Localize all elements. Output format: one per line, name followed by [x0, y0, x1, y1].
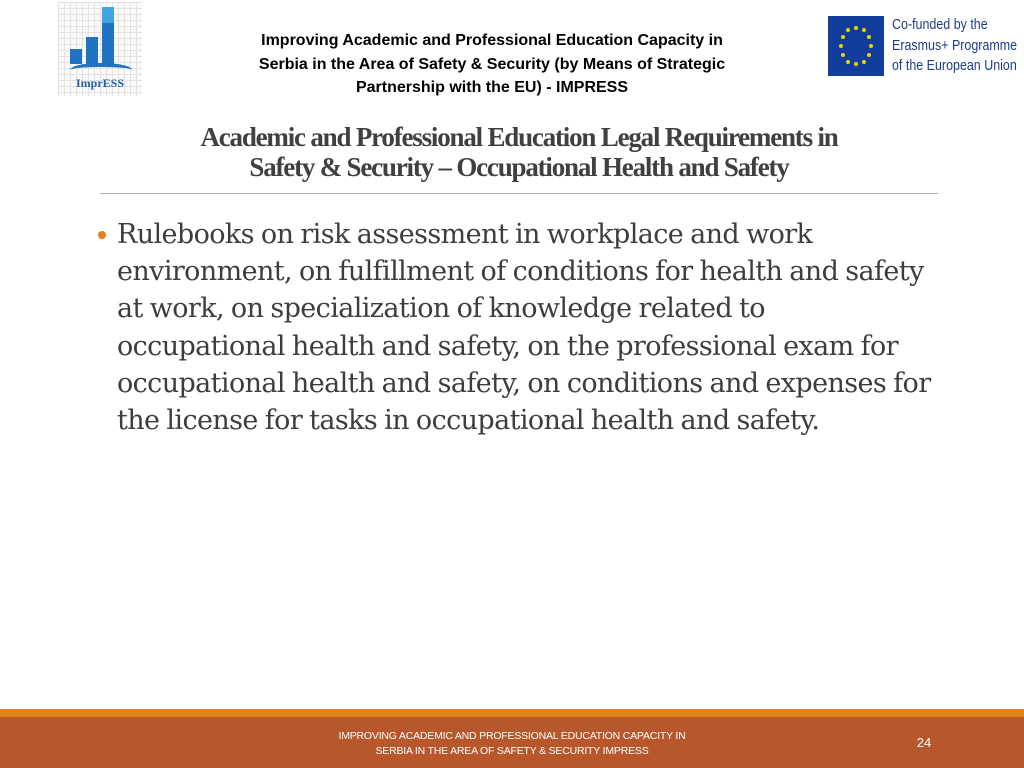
cofunded-line: Erasmus+ Programme: [892, 37, 1018, 54]
page-number: 24: [916, 735, 932, 750]
logo-bar-3-top: [102, 7, 114, 23]
eu-flag-icon: [828, 16, 884, 76]
footer: [0, 717, 1024, 768]
project-title-line: Partnership with the EU) - IMPRESS: [355, 79, 629, 96]
eu-star-icon: [862, 60, 866, 64]
footer-text: [300, 729, 724, 759]
bullet-dot-icon: [98, 231, 106, 239]
logo-text: ImprESS: [75, 76, 125, 90]
eu-star-icon: [862, 28, 866, 32]
eu-star-icon: [854, 62, 858, 66]
eu-star-icon: [867, 35, 871, 39]
slide-title: [100, 122, 938, 182]
eu-star-icon: [846, 28, 850, 32]
logo-arc: [70, 63, 132, 77]
cofunded-line: of the European Union: [892, 58, 1017, 74]
footer-line: IMPROVING ACADEMIC AND PROFESSIONAL EDUCATION CAPACITY IN: [338, 730, 686, 742]
logo-bar-1: [70, 49, 82, 64]
erasmus-cofunded-logo: [828, 16, 1016, 78]
eu-star-icon: [867, 53, 871, 57]
project-title-line: Improving Academic and Professional Education Capacity in: [261, 32, 723, 49]
cofunded-line: Co-funded by the: [892, 17, 988, 33]
eu-star-icon: [841, 35, 845, 39]
footer-accent-strip: [0, 709, 1024, 717]
title-divider: [100, 193, 938, 194]
cofunded-text: [892, 15, 1017, 77]
project-title: [190, 29, 794, 100]
bullet-list: [98, 216, 938, 439]
eu-star-icon: [839, 44, 843, 48]
eu-star-icon: [854, 26, 858, 30]
impress-logo: [58, 2, 142, 96]
logo-bar-3: [102, 23, 114, 64]
slide-title-line: Academic and Professional Education Legal Requirements in: [200, 122, 838, 152]
bullet-text: Rulebooks on risk assessment in workplace and work environment, on fulfillment of conditions for health and safety at work, on specialization of knowledge related to occupational health and safety, on the professional exam for occupational health and safety, on conditions and expenses for the license for tasks in occupational health and safety.: [117, 219, 931, 437]
eu-star-icon: [846, 60, 850, 64]
bullet-item: [98, 216, 938, 439]
eu-star-icon: [869, 44, 873, 48]
slide-title-line: Safety & Security – Occupational Health and Safety: [249, 152, 789, 182]
eu-star-icon: [841, 53, 845, 57]
logo-bar-2: [86, 37, 98, 64]
footer-line: SERBIA IN THE AREA OF SAFETY & SECURITY IMPRESS: [375, 745, 649, 757]
project-title-line: Serbia in the Area of Safety & Security (by Means of Strategic: [258, 55, 726, 73]
